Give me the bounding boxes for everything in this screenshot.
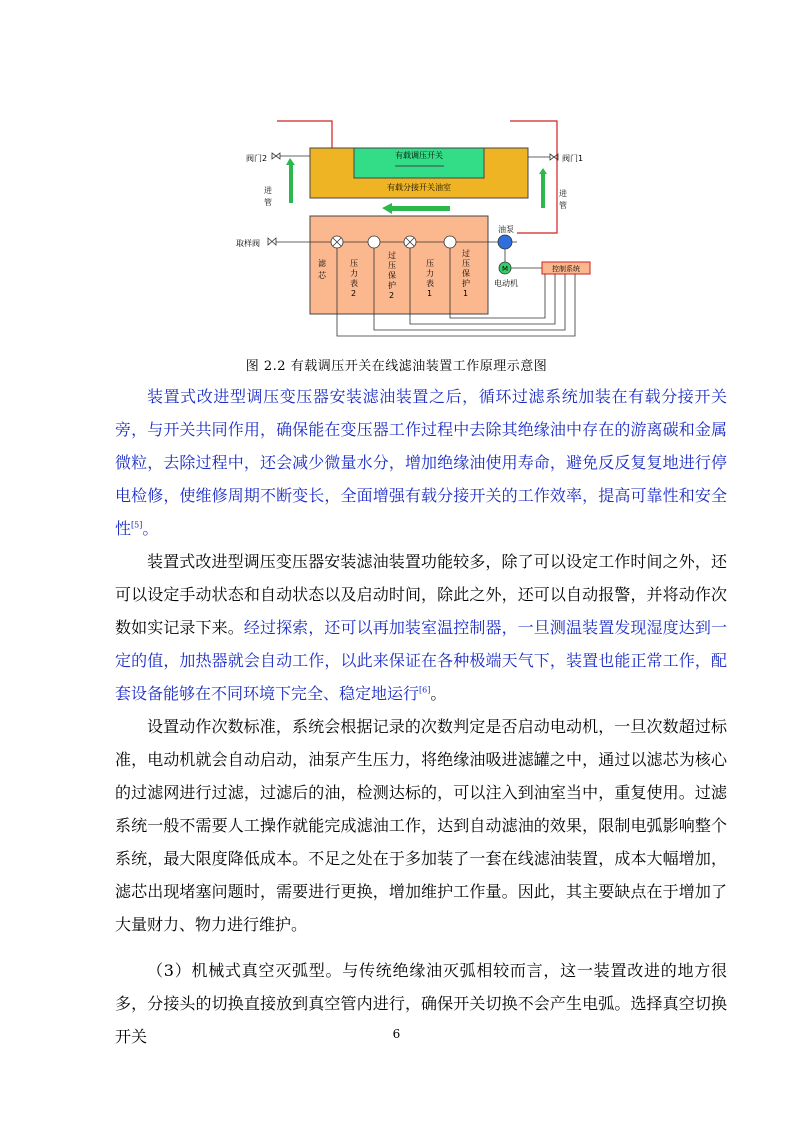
inlet-left-label: 进管	[264, 186, 272, 207]
inlet-right-label: 进管	[559, 189, 567, 210]
pump-label: 油泵	[498, 225, 514, 234]
citation-5[interactable]: [5]	[131, 520, 143, 530]
filter-label: 滤芯	[318, 259, 326, 280]
page-number: 6	[392, 1027, 401, 1041]
motor-label: 电动机	[494, 279, 518, 288]
sampling-valve-label: 取样阀	[236, 239, 260, 248]
paragraph-2-text-b: 经过探索，还可以再加装室温控制器，一旦测温装置发现湿度达到一定的值，加热器就会自动工作，以此来保证在各种极端天气下，装置也能正常工作，配套设备能够在不同环境下完全、稳定地运行	[115, 618, 727, 703]
chamber-label: 有载分接开关油室	[387, 183, 451, 192]
up-arrow-left	[286, 158, 295, 203]
flow-arrow-left	[382, 203, 450, 214]
valve2-label: 阀门2	[246, 154, 268, 163]
figure-caption: 图 2.2 有载调压开关在线滤油装置工作原理示意图	[245, 359, 548, 374]
valve2-icon	[272, 153, 280, 159]
motor-symbol: M	[501, 265, 509, 273]
diagram-svg	[232, 108, 612, 348]
valve1-label: 阀门1	[562, 154, 584, 163]
gauge2-circle	[368, 236, 380, 248]
paragraph-2-text-a: 装置式改进型调压变压器安装滤油装置功能较多，除了可以设定工作时间之外，还可以设定手动状态和自动状态以及启动时间，除此之外，还可以自动报警，并将动作次数如实记录下来。	[115, 552, 727, 637]
sampling-valve-icon	[268, 238, 276, 245]
gauge2-label: 压力表 2	[350, 259, 358, 298]
valve-x-2	[404, 236, 416, 248]
filter-principle-diagram	[232, 108, 612, 348]
paragraph-1-text: 装置式改进型调压变压器安装滤油装置之后，循环过滤系统加装在有载分接开关旁，与开关共同作用，确保能在变压器工作过程中去除其绝缘油中存在的游离碳和金属微粒，去除过程中，还会减少微量水分，增加绝缘油使用寿命，避免反反复复地进行停电检修，使维修周期不断变长，全面增强有载分接开关的工作效率，提高可靠性和安全性	[115, 387, 727, 538]
gauge1-label: 压力表 1	[426, 259, 434, 298]
valve-x-1	[331, 236, 343, 248]
red-line-left	[277, 121, 332, 148]
switch-label: 有载调压开关	[395, 151, 443, 160]
paragraph-4: （3）机械式真空灭弧型。与传统绝缘油灭弧相较而言，这一装置改进的地方很多，分接头的切换直接放到真空管内进行，确保开关切换不会产生电弧。选择真空切换开关	[115, 961, 727, 1046]
paragraph-3: 设置动作次数标准，系统会根据记录的次数判定是否启动电动机，一旦次数超过标准，电动机就会自动启动，油泵产生压力，将绝缘油吸进滤罐之中，通过以滤芯为核心的过滤网进行过滤，过滤后的油，检测达标的，可以注入到油室当中，重复使用。过滤系统一般不需要人工操作就能完成滤油工作，达到自动滤油的效果，限制电弧影响整个系统，最大限度降低成本。不足之处在于多加装了一套在线滤油装置，成本大幅增加，滤芯出现堵塞问题时，需要进行更换，增加维护工作量。因此，其主要缺点在于增加了大量财力、物力进行维护。	[115, 717, 727, 934]
citation-6[interactable]: [6]	[419, 685, 431, 695]
paragraph-1-end: 。	[142, 519, 159, 538]
overpressure1-label: 过压保护 1	[462, 249, 470, 298]
up-arrow-right	[539, 168, 547, 208]
control-system-label: 控制系统	[552, 265, 580, 273]
paragraph-2-end: 。	[430, 684, 447, 703]
gauge1-circle	[444, 236, 456, 248]
pump-icon	[498, 235, 512, 249]
paragraph-1	[115, 380, 727, 545]
paragraph-2	[115, 545, 727, 710]
overpressure2-label: 过压保护 2	[388, 251, 396, 300]
